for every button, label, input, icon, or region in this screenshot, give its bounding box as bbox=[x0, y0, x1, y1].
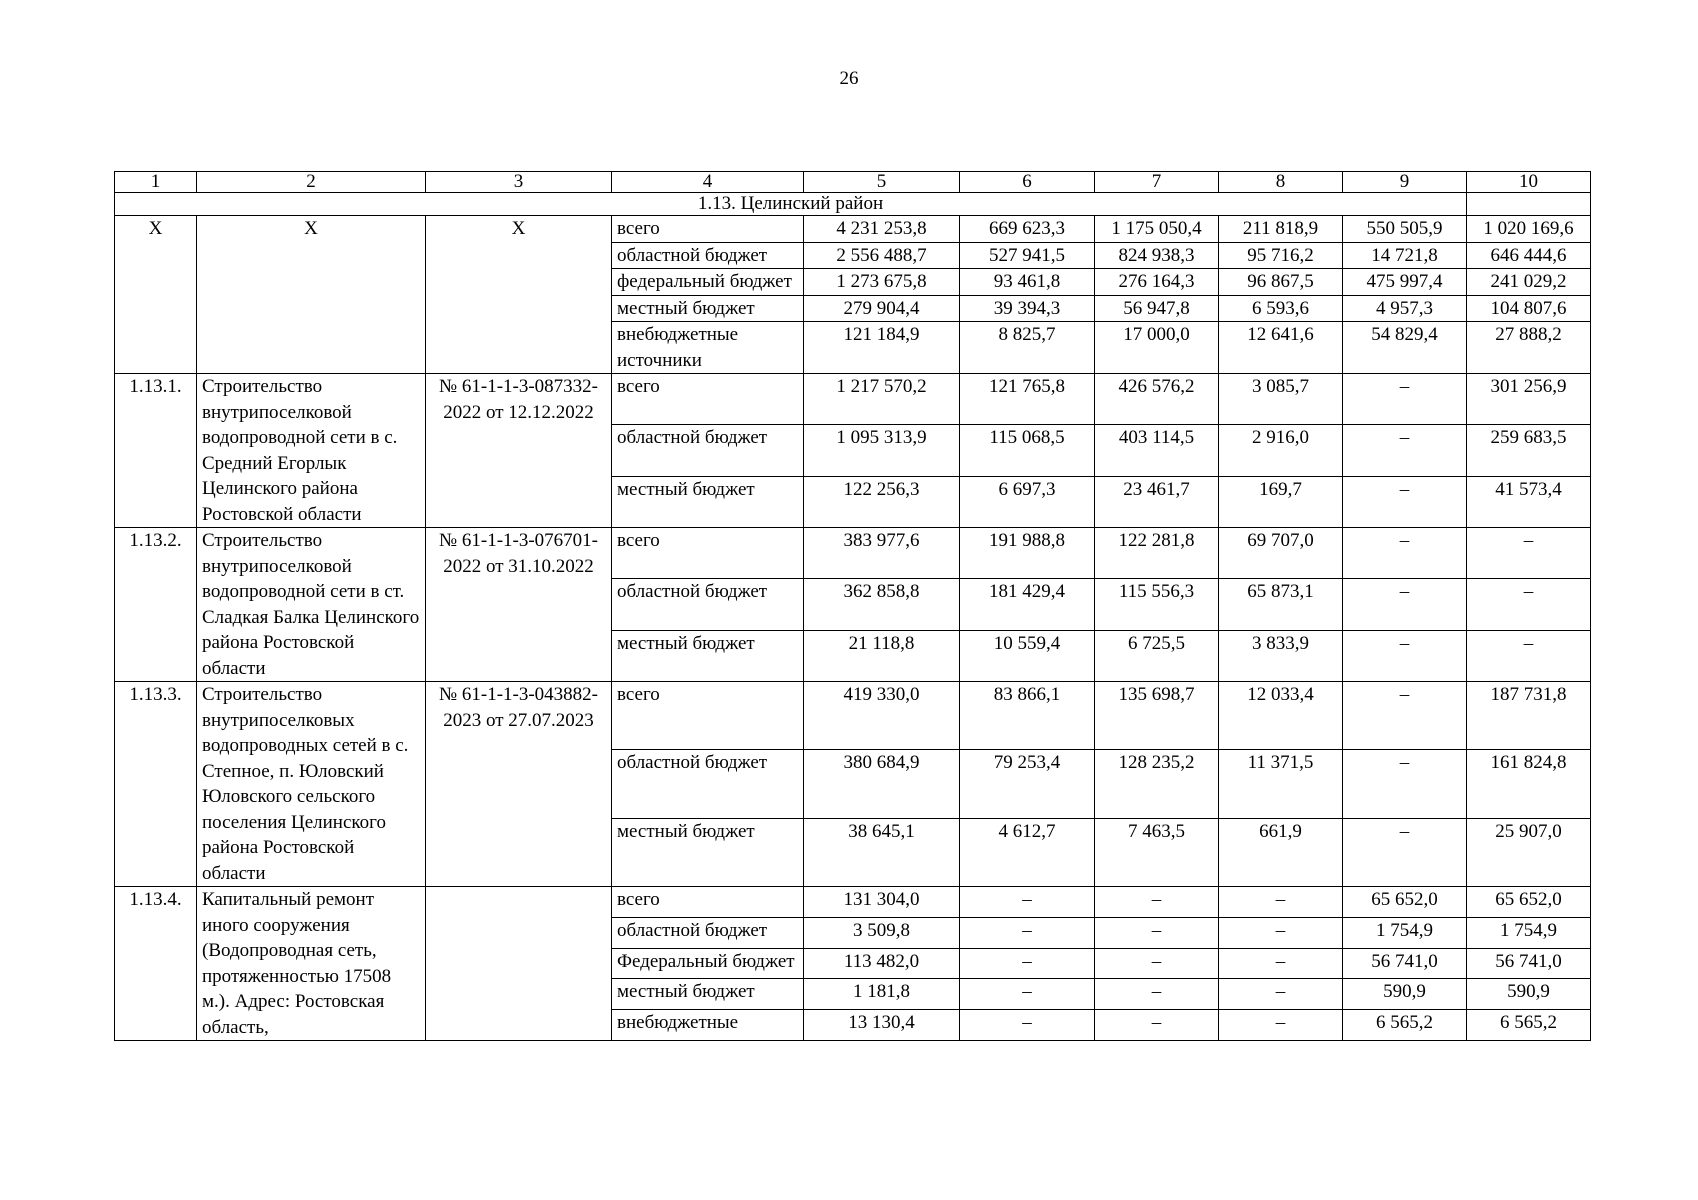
value-cell: 1 095 313,9 bbox=[804, 425, 960, 476]
value-cell: 6 565,2 bbox=[1467, 1010, 1591, 1041]
value-cell: 56 741,0 bbox=[1343, 948, 1467, 979]
value-cell-dash: – bbox=[1467, 528, 1591, 579]
column-number: 5 bbox=[804, 172, 960, 193]
value-cell: 1 175 050,4 bbox=[1095, 216, 1219, 243]
project-document-cell: № 61-1-1-3-076701-2022 от 31.10.2022 bbox=[426, 528, 612, 682]
value-cell: 1 217 570,2 bbox=[804, 374, 960, 425]
value-cell-dash: – bbox=[1343, 630, 1467, 681]
value-cell: 121 765,8 bbox=[960, 374, 1095, 425]
funding-source-cell: областной бюджет bbox=[612, 579, 804, 630]
value-cell: 3 509,8 bbox=[804, 917, 960, 948]
funding-source-cell: всего bbox=[612, 682, 804, 750]
value-cell: 403 114,5 bbox=[1095, 425, 1219, 476]
value-cell: 17 000,0 bbox=[1095, 322, 1219, 374]
value-cell: 13 130,4 bbox=[804, 1010, 960, 1041]
value-cell-dash: – bbox=[1095, 948, 1219, 979]
value-cell: 4 612,7 bbox=[960, 818, 1095, 886]
value-cell: 1 754,9 bbox=[1343, 917, 1467, 948]
value-cell: 419 330,0 bbox=[804, 682, 960, 750]
funding-source-cell: федеральный бюджет bbox=[612, 269, 804, 296]
project-name-cell: Строительство внутрипоселковой водопроводной сети в ст. Сладкая Балка Целинского района Ростовской области bbox=[197, 528, 426, 682]
value-cell: 95 716,2 bbox=[1219, 242, 1343, 269]
value-cell: 21 118,8 bbox=[804, 630, 960, 681]
project-document-cell: № 61-1-1-3-087332-2022 от 12.12.2022 bbox=[426, 374, 612, 528]
project-row bbox=[115, 374, 1591, 425]
value-cell: 301 256,9 bbox=[1467, 374, 1591, 425]
column-number: 6 bbox=[960, 172, 1095, 193]
value-cell-dash: – bbox=[1343, 682, 1467, 750]
value-cell-dash: – bbox=[1095, 979, 1219, 1010]
budget-table bbox=[114, 171, 1591, 1041]
value-cell: 122 281,8 bbox=[1095, 528, 1219, 579]
value-cell: 259 683,5 bbox=[1467, 425, 1591, 476]
project-number-cell: 1.13.4. bbox=[115, 887, 197, 1041]
column-number: 7 bbox=[1095, 172, 1219, 193]
project-document-cell bbox=[426, 887, 612, 1041]
value-cell: 121 184,9 bbox=[804, 322, 960, 374]
value-cell: 115 556,3 bbox=[1095, 579, 1219, 630]
value-cell-dash: – bbox=[1343, 374, 1467, 425]
value-cell: 7 463,5 bbox=[1095, 818, 1219, 886]
value-cell: 131 304,0 bbox=[804, 887, 960, 918]
project-number-cell: 1.13.3. bbox=[115, 682, 197, 887]
value-cell: 113 482,0 bbox=[804, 948, 960, 979]
value-cell-dash: – bbox=[1343, 818, 1467, 886]
column-number: 1 bbox=[115, 172, 197, 193]
value-cell-dash: – bbox=[1343, 750, 1467, 818]
value-cell: 4 957,3 bbox=[1343, 295, 1467, 322]
value-cell: 1 754,9 bbox=[1467, 917, 1591, 948]
value-cell: 54 829,4 bbox=[1343, 322, 1467, 374]
funding-source-cell: местный бюджет bbox=[612, 979, 804, 1010]
summary-col1-cell: Х bbox=[115, 216, 197, 374]
value-cell: 550 505,9 bbox=[1343, 216, 1467, 243]
column-number: 3 bbox=[426, 172, 612, 193]
value-cell: 122 256,3 bbox=[804, 476, 960, 527]
value-cell: 279 904,4 bbox=[804, 295, 960, 322]
funding-source-cell: местный бюджет bbox=[612, 295, 804, 322]
project-row bbox=[115, 887, 1591, 918]
value-cell: 25 907,0 bbox=[1467, 818, 1591, 886]
value-cell-dash: – bbox=[1219, 948, 1343, 979]
value-cell: 135 698,7 bbox=[1095, 682, 1219, 750]
value-cell-dash: – bbox=[1095, 887, 1219, 918]
summary-col2-cell: Х bbox=[197, 216, 426, 374]
funding-source-cell: всего bbox=[612, 887, 804, 918]
funding-source-cell: всего bbox=[612, 528, 804, 579]
value-cell: 380 684,9 bbox=[804, 750, 960, 818]
value-cell: 362 858,8 bbox=[804, 579, 960, 630]
value-cell: 96 867,5 bbox=[1219, 269, 1343, 296]
value-cell: 69 707,0 bbox=[1219, 528, 1343, 579]
value-cell-dash: – bbox=[1095, 917, 1219, 948]
value-cell-dash: – bbox=[1467, 579, 1591, 630]
table-body bbox=[115, 172, 1591, 1041]
value-cell-dash: – bbox=[1343, 528, 1467, 579]
value-cell: 41 573,4 bbox=[1467, 476, 1591, 527]
value-cell: 128 235,2 bbox=[1095, 750, 1219, 818]
column-number: 4 bbox=[612, 172, 804, 193]
value-cell-dash: – bbox=[960, 1010, 1095, 1041]
value-cell: 104 807,6 bbox=[1467, 295, 1591, 322]
value-cell: 2 916,0 bbox=[1219, 425, 1343, 476]
funding-source-cell: областной бюджет bbox=[612, 750, 804, 818]
value-cell: 39 394,3 bbox=[960, 295, 1095, 322]
value-cell: 590,9 bbox=[1467, 979, 1591, 1010]
value-cell: 669 623,3 bbox=[960, 216, 1095, 243]
funding-source-cell: местный бюджет bbox=[612, 476, 804, 527]
summary-col3-cell: Х bbox=[426, 216, 612, 374]
value-cell: 8 825,7 bbox=[960, 322, 1095, 374]
value-cell-dash: – bbox=[1219, 917, 1343, 948]
section-header-row bbox=[115, 193, 1591, 216]
funding-source-cell: внебюджетные bbox=[612, 1010, 804, 1041]
value-cell: 65 652,0 bbox=[1467, 887, 1591, 918]
value-cell: 56 947,8 bbox=[1095, 295, 1219, 322]
summary-row bbox=[115, 216, 1591, 243]
funding-source-cell: всего bbox=[612, 374, 804, 425]
value-cell: 65 873,1 bbox=[1219, 579, 1343, 630]
value-cell-dash: – bbox=[1343, 425, 1467, 476]
value-cell: 79 253,4 bbox=[960, 750, 1095, 818]
funding-source-cell: областной бюджет bbox=[612, 242, 804, 269]
funding-source-cell: областной бюджет bbox=[612, 917, 804, 948]
value-cell: 2 556 488,7 bbox=[804, 242, 960, 269]
value-cell-dash: – bbox=[1343, 476, 1467, 527]
funding-source-cell: Федеральный бюджет bbox=[612, 948, 804, 979]
value-cell: 93 461,8 bbox=[960, 269, 1095, 296]
column-number: 8 bbox=[1219, 172, 1343, 193]
project-row bbox=[115, 682, 1591, 750]
value-cell: 169,7 bbox=[1219, 476, 1343, 527]
value-cell: 646 444,6 bbox=[1467, 242, 1591, 269]
value-cell-dash: – bbox=[1219, 1010, 1343, 1041]
funding-source-cell: местный бюджет bbox=[612, 630, 804, 681]
project-row bbox=[115, 528, 1591, 579]
value-cell: 276 164,3 bbox=[1095, 269, 1219, 296]
value-cell: 4 231 253,8 bbox=[804, 216, 960, 243]
value-cell: 3 833,9 bbox=[1219, 630, 1343, 681]
project-name-cell: Строительство внутрипоселковой водопроводной сети в с. Средний Егорлык Целинского района Ростовской области bbox=[197, 374, 426, 528]
value-cell: 56 741,0 bbox=[1467, 948, 1591, 979]
project-name-cell: Строительство внутрипоселковых водопроводных сетей в с. Степное, п. Юловский Юловского сельского поселения Целинского района Ростовской области bbox=[197, 682, 426, 887]
column-number: 10 bbox=[1467, 172, 1591, 193]
column-number-row bbox=[115, 172, 1591, 193]
value-cell: 11 371,5 bbox=[1219, 750, 1343, 818]
value-cell: 527 941,5 bbox=[960, 242, 1095, 269]
value-cell-dash: – bbox=[960, 948, 1095, 979]
project-name-cell: Капитальный ремонт иного сооружения (Водопроводная сеть, протяженностью 17508 м.). Адрес: Ростовская область, bbox=[197, 887, 426, 1041]
value-cell: 83 866,1 bbox=[960, 682, 1095, 750]
value-cell: 241 029,2 bbox=[1467, 269, 1591, 296]
value-cell: 590,9 bbox=[1343, 979, 1467, 1010]
value-cell: 1 181,8 bbox=[804, 979, 960, 1010]
value-cell: 161 824,8 bbox=[1467, 750, 1591, 818]
value-cell: 1 020 169,6 bbox=[1467, 216, 1591, 243]
value-cell: 383 977,6 bbox=[804, 528, 960, 579]
project-document-cell: № 61-1-1-3-043882-2023 от 27.07.2023 bbox=[426, 682, 612, 887]
value-cell-dash: – bbox=[1219, 887, 1343, 918]
value-cell: 6 565,2 bbox=[1343, 1010, 1467, 1041]
value-cell: 661,9 bbox=[1219, 818, 1343, 886]
project-number-cell: 1.13.1. bbox=[115, 374, 197, 528]
value-cell-dash: – bbox=[960, 917, 1095, 948]
section-title: 1.13. Целинский район bbox=[115, 193, 1467, 216]
value-cell-dash: – bbox=[1343, 579, 1467, 630]
value-cell: 12 641,6 bbox=[1219, 322, 1343, 374]
value-cell: 23 461,7 bbox=[1095, 476, 1219, 527]
value-cell: 14 721,8 bbox=[1343, 242, 1467, 269]
value-cell: 191 988,8 bbox=[960, 528, 1095, 579]
value-cell: 475 997,4 bbox=[1343, 269, 1467, 296]
value-cell: 1 273 675,8 bbox=[804, 269, 960, 296]
value-cell: 6 697,3 bbox=[960, 476, 1095, 527]
funding-source-cell: местный бюджет bbox=[612, 818, 804, 886]
value-cell-dash: – bbox=[960, 887, 1095, 918]
page-number: 26 bbox=[839, 68, 859, 89]
value-cell-dash: – bbox=[1095, 1010, 1219, 1041]
value-cell: 6 725,5 bbox=[1095, 630, 1219, 681]
value-cell-dash: – bbox=[1467, 630, 1591, 681]
column-number: 2 bbox=[197, 172, 426, 193]
value-cell: 187 731,8 bbox=[1467, 682, 1591, 750]
funding-source-cell: внебюджетные источники bbox=[612, 322, 804, 374]
funding-source-cell: всего bbox=[612, 216, 804, 243]
value-cell: 27 888,2 bbox=[1467, 322, 1591, 374]
section-empty-cell bbox=[1467, 193, 1591, 216]
value-cell-dash: – bbox=[1219, 979, 1343, 1010]
value-cell: 181 429,4 bbox=[960, 579, 1095, 630]
value-cell: 65 652,0 bbox=[1343, 887, 1467, 918]
value-cell: 824 938,3 bbox=[1095, 242, 1219, 269]
value-cell: 3 085,7 bbox=[1219, 374, 1343, 425]
value-cell: 426 576,2 bbox=[1095, 374, 1219, 425]
value-cell-dash: – bbox=[960, 979, 1095, 1010]
value-cell: 10 559,4 bbox=[960, 630, 1095, 681]
project-number-cell: 1.13.2. bbox=[115, 528, 197, 682]
value-cell: 115 068,5 bbox=[960, 425, 1095, 476]
value-cell: 6 593,6 bbox=[1219, 295, 1343, 322]
column-number: 9 bbox=[1343, 172, 1467, 193]
funding-source-cell: областной бюджет bbox=[612, 425, 804, 476]
value-cell: 12 033,4 bbox=[1219, 682, 1343, 750]
value-cell: 38 645,1 bbox=[804, 818, 960, 886]
value-cell: 211 818,9 bbox=[1219, 216, 1343, 243]
